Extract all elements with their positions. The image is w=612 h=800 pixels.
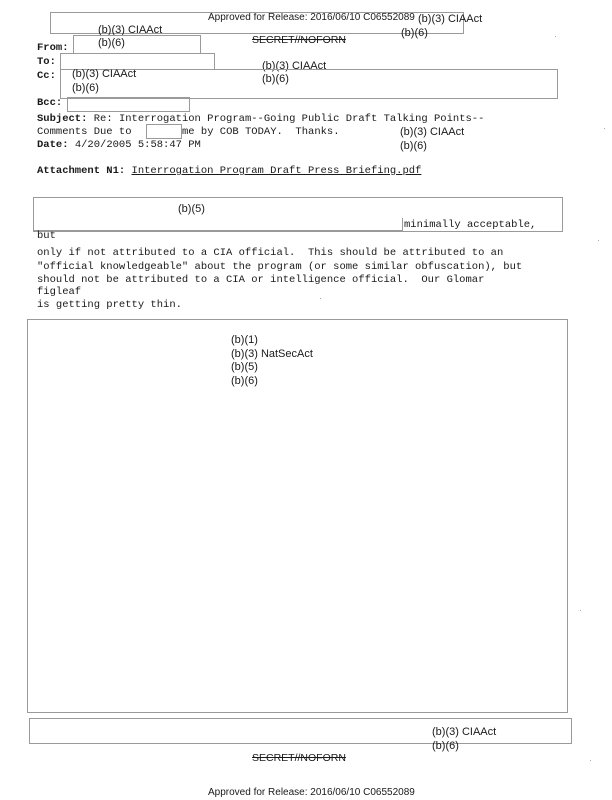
subject-line-2a: Comments Due to	[37, 126, 132, 138]
exemption-block-b5: (b)(5)	[231, 361, 258, 373]
attachment-label: Attachment N1:	[37, 165, 126, 177]
exemption-to-b6: (b)(6)	[262, 73, 289, 85]
redaction-box-subject	[146, 124, 182, 139]
scan-speck	[598, 240, 599, 241]
scan-speck	[580, 610, 581, 611]
subject-label: Subject:	[37, 113, 88, 125]
exemption-footer-b3: (b)(3) CIAAct	[432, 726, 497, 738]
exemption-to-b3: (b)(3) CIAAct	[262, 60, 327, 72]
exemption-subject-b3: (b)(3) CIAAct	[400, 126, 465, 138]
body-line-6: is getting pretty thin.	[37, 299, 182, 311]
attachment-line	[37, 165, 421, 177]
from-label: From:	[37, 42, 69, 54]
bcc-label: Bcc:	[37, 97, 63, 109]
exemption-para-b5: (b)(5)	[178, 203, 205, 215]
date-line	[37, 139, 201, 151]
body-line-1: but	[37, 230, 56, 242]
body-line-5: figleaf	[37, 286, 82, 298]
exemption-footer-b6: (b)(6)	[432, 740, 459, 752]
body-line-2: only if not attributed to a CIA official. This should be attributed to an	[37, 247, 504, 259]
date-value: 4/20/2005 5:58:47 PM	[74, 139, 201, 151]
redaction-box-large	[27, 319, 568, 713]
exemption-block-b6: (b)(6)	[231, 375, 258, 387]
classification-top: SECRET//NOFORN	[252, 34, 346, 46]
scan-speck	[604, 128, 605, 129]
subject-text-1: Re: Interrogation Program--Going Public Draft Talking Points--	[93, 113, 485, 125]
cc-label: Cc:	[37, 70, 56, 82]
exemption-top-right-b3: (b)(3) CIAAct	[418, 13, 483, 25]
body-line-3: "official knowledgeable" about the program (or some similar obfuscation), but	[37, 261, 523, 273]
exemption-block-b3: (b)(3) NatSecAct	[231, 348, 313, 360]
exemption-top-right-b6: (b)(6)	[401, 27, 428, 39]
redaction-box-bcc	[67, 97, 190, 112]
date-label: Date:	[37, 139, 69, 151]
body-line-0: minimally acceptable,	[404, 219, 537, 231]
body-line-4: should not be attributed to a CIA or intelligence official. Our Glomar	[37, 274, 485, 286]
to-label: To:	[37, 56, 56, 68]
exemption-block-b1: (b)(1)	[231, 334, 258, 346]
scan-speck	[555, 36, 556, 37]
release-stamp-top: Approved for Release: 2016/06/10 C06552089	[208, 12, 415, 23]
scan-speck	[320, 298, 321, 299]
scan-speck	[590, 760, 591, 761]
exemption-from-b3: (b)(3) CIAAct	[98, 24, 163, 36]
redaction-box-from	[73, 35, 201, 54]
exemption-from-b6: (b)(6)	[98, 37, 125, 49]
subject-line-2b: me by COB TODAY. Thanks.	[182, 126, 340, 138]
subject-line-1	[37, 113, 484, 125]
classification-bottom: SECRET//NOFORN	[252, 752, 346, 764]
release-stamp-bottom: Approved for Release: 2016/06/10 C06552089	[208, 787, 415, 798]
exemption-subject-b6: (b)(6)	[400, 140, 427, 152]
attachment-link[interactable]: Interrogation Program Draft Press Briefing.pdf	[131, 165, 422, 177]
exemption-cc-b3: (b)(3) CIAAct	[72, 68, 137, 80]
exemption-cc-b6: (b)(6)	[72, 82, 99, 94]
redaction-box-paragraph-lower	[33, 218, 403, 231]
